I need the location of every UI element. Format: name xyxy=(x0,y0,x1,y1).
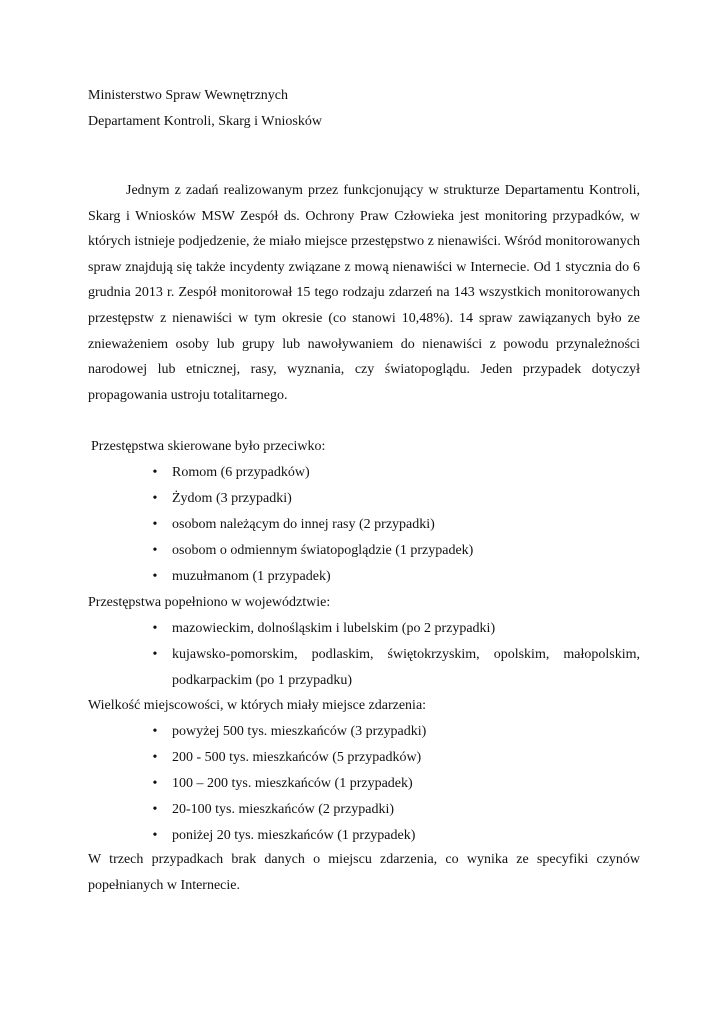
list-item xyxy=(88,642,640,694)
locality-list xyxy=(88,719,640,849)
bullet-icon: • xyxy=(152,724,158,739)
bullet-icon: • xyxy=(152,776,158,791)
list-item-text: mazowieckim, dolnośląskim i lubelskim (po 2 przypadki) xyxy=(172,621,496,636)
list-item-text: 100 – 200 tys. mieszkańców (1 przypadek) xyxy=(172,776,413,791)
list-item-text: poniżej 20 tys. mieszkańców (1 przypadek) xyxy=(172,828,416,843)
bullet-icon: • xyxy=(152,543,158,558)
list-item-text: Romom (6 przypadków) xyxy=(172,465,310,480)
regions-section xyxy=(88,590,640,694)
document-header xyxy=(88,83,640,135)
ministry-name: Ministerstwo Spraw Wewnętrznych xyxy=(88,88,289,103)
locality-section xyxy=(88,693,640,849)
list-item-text: muzułmanom (1 przypadek) xyxy=(172,569,331,584)
bullet-icon: • xyxy=(152,491,158,506)
list-item-text: Żydom (3 przypadki) xyxy=(172,491,292,506)
list-item xyxy=(88,797,640,823)
bullet-icon: • xyxy=(152,647,158,662)
targets-title: Przestępstwa skierowane było przeciwko: xyxy=(91,439,326,454)
list-item-text: osobom o odmiennym światopoglądzie (1 przypadek) xyxy=(172,543,474,558)
list-item xyxy=(88,486,640,512)
targets-list xyxy=(88,460,640,590)
locality-title: Wielkość miejscowości, w których miały miejsce zdarzenia: xyxy=(88,698,427,713)
list-item-text: powyżej 500 tys. mieszkańców (3 przypadki) xyxy=(172,724,427,739)
targets-section xyxy=(88,434,640,590)
list-item-text: kujawsko-pomorskim, podlaskim, świętokrzyskim, opolskim, małopolskim, podkarpackim (po 1 przypadku) xyxy=(172,647,640,688)
list-item xyxy=(88,823,640,849)
regions-list xyxy=(88,616,640,694)
list-item xyxy=(88,771,640,797)
list-item xyxy=(88,616,640,642)
regions-title: Przestępstwa popełniono w województwie: xyxy=(88,595,331,610)
bullet-icon: • xyxy=(152,465,158,480)
list-item xyxy=(88,745,640,771)
department-name: Departament Kontroli, Skarg i Wniosków xyxy=(88,114,322,129)
list-item xyxy=(88,538,640,564)
list-item-text: 20-100 tys. mieszkańców (2 przypadki) xyxy=(172,802,394,817)
list-item xyxy=(88,512,640,538)
list-item xyxy=(88,460,640,486)
document-body xyxy=(88,178,640,408)
list-item xyxy=(88,719,640,745)
closing-paragraph: W trzech przypadkach brak danych o miejscu zdarzenia, co wynika ze specyfiki czynów popełnianych w Internecie. xyxy=(88,852,640,893)
intro-paragraph: Jednym z zadań realizowanym przez funkcjonujący w strukturze Departamentu Kontroli, Skarg i Wniosków MSW Zespół ds. Ochrony Praw Człowieka jest monitoring przypadków, w których istnieje podjedzenie, że miało miejsce przestępstwo z nienawiści. Wśród monitorowanych spraw znajdują się także incydenty związane z mową nienawiści w Internecie. Od 1 stycznia do 6 grudnia 2013 r. Zespół monitorował 15 tego rodzaju zdarzeń na 143 wszystkich monitorowanych przestępstw z nienawiści w tym okresie (co stanowi 10,48%). 14 spraw zawiązanych było ze znieważeniem osoby lub grupy lub nawoływaniem do nienawiści z powodu przynależności narodowej lub etnicznej, rasy, wyznania, czy światopoglądu. Jeden przypadek dotyczył propagowania ustroju totalitarnego. xyxy=(88,183,640,403)
bullet-icon: • xyxy=(152,569,158,584)
bullet-icon: • xyxy=(152,828,158,843)
bullet-icon: • xyxy=(152,802,158,817)
list-item-text: osobom należącym do innej rasy (2 przypadki) xyxy=(172,517,435,532)
list-item-text: 200 - 500 tys. mieszkańców (5 przypadków) xyxy=(172,750,422,765)
bullet-icon: • xyxy=(152,621,158,636)
list-item xyxy=(88,564,640,590)
bullet-icon: • xyxy=(152,750,158,765)
bullet-icon: • xyxy=(152,517,158,532)
